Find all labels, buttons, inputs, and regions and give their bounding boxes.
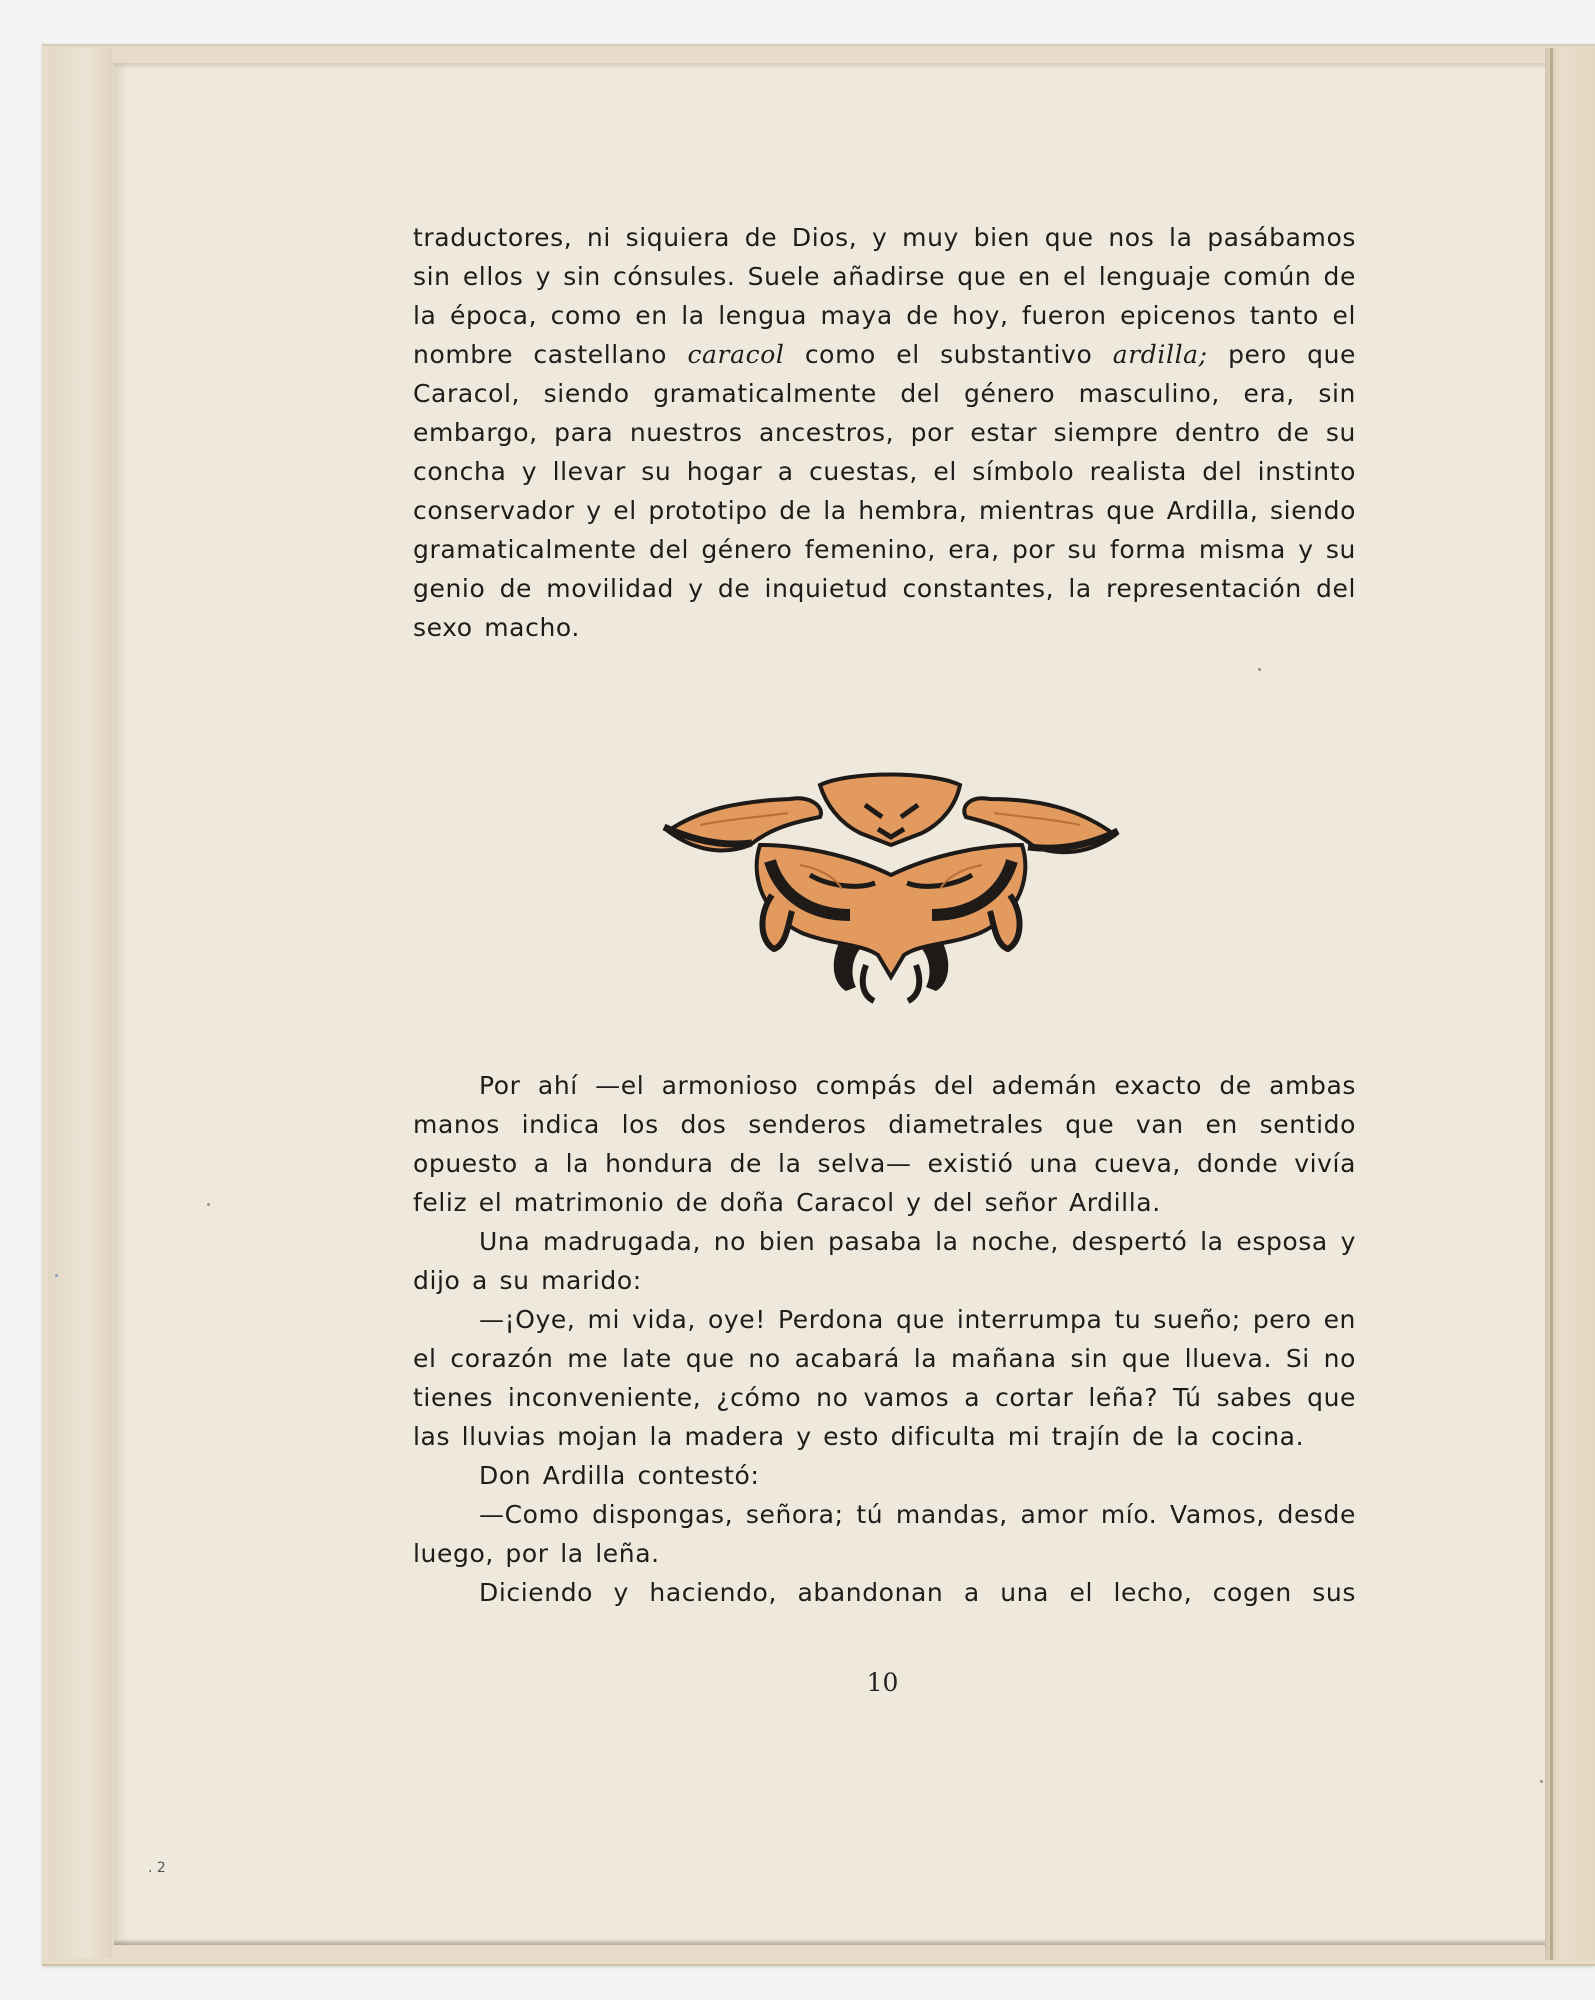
paragraph-4: —¡Oye, mi vida, oye! Perdona que interrumpa tu sueño; pero en el corazón me late que no acabará la mañana sin que llueva. Si no tienes inconveniente, ¿cómo no vamos a cortar leña? Tú sabes que las lluvias mojan la madera y esto dificulta mi trajín de la cocina. [413, 1305, 1356, 1451]
page-top-edge [114, 63, 1552, 69]
paragraph-2: Por ahí —el armonioso compás del ademán exacto de ambas manos indica los dos senderos diametrales que van en sentido opuesto a la hondura de la selva— existió una cueva, donde vivía feliz el matrimonio de doña Caracol y del señor Ardilla. [413, 1071, 1356, 1217]
marginal-pencil-mark: . 2 [148, 1860, 166, 1876]
text-block-bottom [413, 1066, 1356, 1612]
paragraph-3: Una madrugada, no bien pasaba la noche, despertó la esposa y dijo a su marido: [413, 1227, 1356, 1295]
page-bottom-edge [114, 1939, 1552, 1945]
winged-jaguar-ornament-icon [660, 765, 1123, 1005]
paragraph-1-mid: como el substantivo [804, 340, 1093, 369]
paragraph-1 [413, 218, 1356, 647]
paragraph-6: —Como dispongas, señora; tú mandas, amor mío. Vamos, desde luego, por la leña. [413, 1500, 1356, 1568]
italic-word-caracol: caracol [687, 340, 785, 369]
page-shadow [114, 63, 128, 1945]
text-block-top [413, 218, 1356, 647]
italic-word-ardilla: ardilla; [1112, 340, 1208, 369]
paper-speck [55, 1274, 58, 1277]
paragraph-5: Don Ardilla contestó: [479, 1461, 760, 1490]
paper-speck [207, 1203, 210, 1206]
paper-speck [1258, 668, 1261, 671]
paragraph-1-end: pero que Caracol, siendo gramaticalmente del género masculino, era, sin embargo, para nuestros ancestros, por estar siempre dentro de su concha y llevar su hogar a cuestas, el símbolo realista del instinto conservador y el prototipo de la hembra, mientras que Ardilla, siendo gramaticalmente del género femenino, era, por su forma misma y su genio de movilidad y de inquietud constantes, la representación del sexo macho. [413, 340, 1357, 642]
page-number: 10 [866, 1668, 899, 1697]
paragraph-7: Diciendo y haciendo, abandonan a una el lecho, cogen sus [479, 1578, 1356, 1607]
paragraph-1-text: traductores, ni siquiera de Dios, y muy bien que nos la pasábamos sin ellos y sin cónsules. Suele añadirse que en el lenguaje común de la época, como en la lengua maya de hoy, fueron epicenos tanto el nombre castellano [413, 223, 1356, 369]
paper-speck [1540, 1780, 1543, 1783]
